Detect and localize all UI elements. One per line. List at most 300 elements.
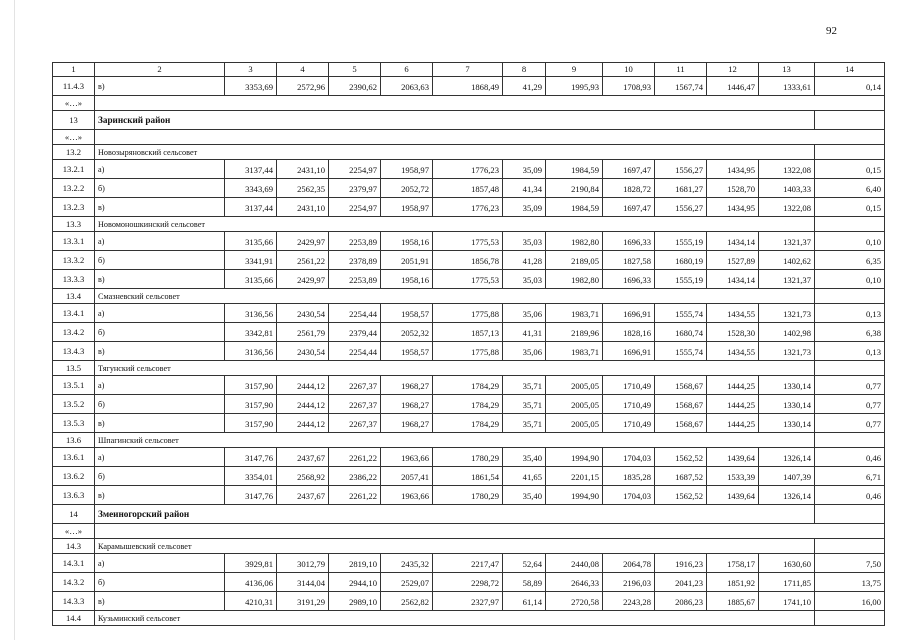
row-value: 1555,74 <box>655 304 707 323</box>
row-label: в) <box>95 414 225 433</box>
row-value: 1330,14 <box>759 414 815 433</box>
table-row <box>53 414 885 433</box>
row-code: 13.3.2 <box>53 251 95 270</box>
row-value: 3157,90 <box>225 376 277 395</box>
row-value: 2005,05 <box>546 414 603 433</box>
council-name: Шпагинский сельсовет <box>95 433 815 448</box>
row-value: 1696,33 <box>603 270 655 289</box>
row-value: 1444,25 <box>707 376 759 395</box>
row-label: а) <box>95 304 225 323</box>
row-value: 0,46 <box>815 448 885 467</box>
row-value: 2051,91 <box>381 251 433 270</box>
row-label: б) <box>95 323 225 342</box>
table-row <box>53 592 885 611</box>
row-value: 1968,27 <box>381 376 433 395</box>
row-value: 2529,07 <box>381 573 433 592</box>
row-value: 2440,08 <box>546 554 603 573</box>
column-header: 7 <box>433 63 503 77</box>
row-code: 13.6.2 <box>53 467 95 486</box>
district-row <box>53 111 885 130</box>
council-fill <box>815 611 885 626</box>
row-code: 13.2.3 <box>53 198 95 217</box>
ellipsis-text: «…» <box>53 524 95 539</box>
row-value: 2064,78 <box>603 554 655 573</box>
table-body <box>53 63 885 626</box>
row-value: 1856,78 <box>433 251 503 270</box>
row-value: 1434,14 <box>707 232 759 251</box>
row-value: 1326,14 <box>759 448 815 467</box>
row-value: 1568,67 <box>655 414 707 433</box>
row-value: 2243,28 <box>603 592 655 611</box>
row-value: 1827,58 <box>603 251 655 270</box>
row-value: 2298,72 <box>433 573 503 592</box>
row-label: б) <box>95 573 225 592</box>
column-header: 5 <box>329 63 381 77</box>
row-value: 3136,56 <box>225 342 277 361</box>
row-value: 1775,53 <box>433 270 503 289</box>
council-name: Смазневский сельсовет <box>95 289 815 304</box>
row-value: 35,06 <box>503 304 546 323</box>
row-value: 35,71 <box>503 414 546 433</box>
row-value: 1885,67 <box>707 592 759 611</box>
row-code: 13.2.2 <box>53 179 95 198</box>
ellipsis-text: «…» <box>53 96 95 111</box>
row-value: 1984,59 <box>546 198 603 217</box>
row-value: 2254,97 <box>329 198 381 217</box>
row-value: 1528,30 <box>707 323 759 342</box>
row-value: 1828,16 <box>603 323 655 342</box>
row-value: 2052,32 <box>381 323 433 342</box>
column-header: 2 <box>95 63 225 77</box>
district-code: 13 <box>53 111 95 130</box>
row-value: 2437,67 <box>277 448 329 467</box>
row-label: б) <box>95 467 225 486</box>
council-fill <box>815 145 885 160</box>
column-header: 6 <box>381 63 433 77</box>
row-value: 2253,89 <box>329 232 381 251</box>
row-value: 1555,19 <box>655 232 707 251</box>
row-value: 3343,69 <box>225 179 277 198</box>
council-code: 13.4 <box>53 289 95 304</box>
column-header: 10 <box>603 63 655 77</box>
row-value: 1704,03 <box>603 448 655 467</box>
row-value: 1958,16 <box>381 232 433 251</box>
row-label: в) <box>95 486 225 505</box>
row-value: 2568,92 <box>277 467 329 486</box>
row-value: 1402,98 <box>759 323 815 342</box>
row-value: 16,00 <box>815 592 885 611</box>
row-label: б) <box>95 251 225 270</box>
row-value: 1697,47 <box>603 198 655 217</box>
page-number: 92 <box>826 25 837 37</box>
row-value: 1758,17 <box>707 554 759 573</box>
table-row <box>53 573 885 592</box>
table-row <box>53 323 885 342</box>
row-value: 7,50 <box>815 554 885 573</box>
row-value: 2378,89 <box>329 251 381 270</box>
council-fill <box>815 289 885 304</box>
row-code: 13.3.1 <box>53 232 95 251</box>
row-value: 2267,37 <box>329 395 381 414</box>
table-row <box>53 198 885 217</box>
column-header: 4 <box>277 63 329 77</box>
row-label: в) <box>95 77 225 96</box>
row-code: 13.5.1 <box>53 376 95 395</box>
row-value: 1439,64 <box>707 448 759 467</box>
row-value: 1555,19 <box>655 270 707 289</box>
row-value: 1562,52 <box>655 486 707 505</box>
row-value: 1710,49 <box>603 414 655 433</box>
row-value: 1680,19 <box>655 251 707 270</box>
row-label: а) <box>95 448 225 467</box>
row-value: 4210,31 <box>225 592 277 611</box>
table-row <box>53 448 885 467</box>
row-value: 1958,16 <box>381 270 433 289</box>
row-value: 1322,08 <box>759 160 815 179</box>
row-value: 35,09 <box>503 160 546 179</box>
row-value: 2562,35 <box>277 179 329 198</box>
row-value: 2254,44 <box>329 304 381 323</box>
row-value: 4136,06 <box>225 573 277 592</box>
row-value: 3135,66 <box>225 232 277 251</box>
ellipsis-row <box>53 524 885 539</box>
row-value: 1630,60 <box>759 554 815 573</box>
district-fill <box>815 505 885 524</box>
row-value: 1968,27 <box>381 395 433 414</box>
row-value: 0,10 <box>815 232 885 251</box>
column-header: 13 <box>759 63 815 77</box>
row-value: 2819,10 <box>329 554 381 573</box>
row-value: 41,34 <box>503 179 546 198</box>
council-name: Новозыряновский сельсовет <box>95 145 815 160</box>
row-value: 1568,67 <box>655 395 707 414</box>
row-value: 2444,12 <box>277 414 329 433</box>
row-value: 0,15 <box>815 160 885 179</box>
row-value: 1984,59 <box>546 160 603 179</box>
row-value: 1828,72 <box>603 179 655 198</box>
row-value: 1434,55 <box>707 304 759 323</box>
header-row <box>53 63 885 77</box>
column-header: 3 <box>225 63 277 77</box>
row-value: 1446,47 <box>707 77 759 96</box>
row-value: 2437,67 <box>277 486 329 505</box>
row-value: 3136,56 <box>225 304 277 323</box>
row-value: 1710,49 <box>603 395 655 414</box>
row-value: 1780,29 <box>433 486 503 505</box>
column-header: 14 <box>815 63 885 77</box>
row-value: 1861,54 <box>433 467 503 486</box>
row-code: 13.4.1 <box>53 304 95 323</box>
row-value: 1983,71 <box>546 304 603 323</box>
row-value: 2386,22 <box>329 467 381 486</box>
row-value: 2435,32 <box>381 554 433 573</box>
row-value: 2261,22 <box>329 448 381 467</box>
row-value: 2267,37 <box>329 376 381 395</box>
council-code: 14.4 <box>53 611 95 626</box>
row-value: 35,03 <box>503 232 546 251</box>
row-value: 1963,66 <box>381 486 433 505</box>
row-value: 3157,90 <box>225 414 277 433</box>
row-value: 2005,05 <box>546 395 603 414</box>
row-value: 0,14 <box>815 77 885 96</box>
row-value: 2253,89 <box>329 270 381 289</box>
council-code: 13.2 <box>53 145 95 160</box>
row-value: 2429,97 <box>277 270 329 289</box>
row-value: 1994,90 <box>546 448 603 467</box>
row-value: 1326,14 <box>759 486 815 505</box>
row-code: 14.3.2 <box>53 573 95 592</box>
row-value: 1562,52 <box>655 448 707 467</box>
district-row <box>53 505 885 524</box>
row-value: 2190,84 <box>546 179 603 198</box>
council-code: 14.3 <box>53 539 95 554</box>
council-name: Кузьминский сельсовет <box>95 611 815 626</box>
row-value: 3135,66 <box>225 270 277 289</box>
row-value: 1444,25 <box>707 414 759 433</box>
row-value: 1780,29 <box>433 448 503 467</box>
row-value: 1784,29 <box>433 376 503 395</box>
row-value: 1741,10 <box>759 592 815 611</box>
row-label: а) <box>95 376 225 395</box>
row-value: 2005,05 <box>546 376 603 395</box>
row-value: 2430,54 <box>277 304 329 323</box>
row-value: 1708,93 <box>603 77 655 96</box>
row-value: 2944,10 <box>329 573 381 592</box>
district-code: 14 <box>53 505 95 524</box>
council-row <box>53 217 885 232</box>
row-value: 0,77 <box>815 414 885 433</box>
council-row <box>53 433 885 448</box>
row-value: 2646,33 <box>546 573 603 592</box>
row-value: 1994,90 <box>546 486 603 505</box>
row-label: в) <box>95 198 225 217</box>
row-value: 1835,28 <box>603 467 655 486</box>
row-value: 2444,12 <box>277 395 329 414</box>
row-value: 1321,37 <box>759 270 815 289</box>
row-value: 1916,23 <box>655 554 707 573</box>
row-value: 1982,80 <box>546 270 603 289</box>
district-name: Змеиногорский район <box>95 505 815 524</box>
row-value: 1776,23 <box>433 160 503 179</box>
table-row <box>53 232 885 251</box>
row-value: 1322,08 <box>759 198 815 217</box>
row-label: а) <box>95 232 225 251</box>
row-value: 1681,27 <box>655 179 707 198</box>
row-value: 1321,73 <box>759 304 815 323</box>
ellipsis-fill <box>95 524 885 539</box>
row-value: 1775,88 <box>433 304 503 323</box>
row-value: 6,35 <box>815 251 885 270</box>
row-value: 1958,97 <box>381 160 433 179</box>
row-value: 2561,22 <box>277 251 329 270</box>
row-value: 3137,44 <box>225 160 277 179</box>
row-value: 2254,44 <box>329 342 381 361</box>
ellipsis-fill <box>95 130 885 145</box>
row-value: 2327,97 <box>433 592 503 611</box>
council-row <box>53 145 885 160</box>
row-value: 1963,66 <box>381 448 433 467</box>
row-value: 1696,91 <box>603 304 655 323</box>
ellipsis-text: «…» <box>53 130 95 145</box>
table-row <box>53 179 885 198</box>
table-row <box>53 251 885 270</box>
table-row <box>53 77 885 96</box>
row-value: 1868,49 <box>433 77 503 96</box>
row-value: 3147,76 <box>225 486 277 505</box>
row-value: 58,89 <box>503 573 546 592</box>
row-value: 1995,93 <box>546 77 603 96</box>
row-value: 3147,76 <box>225 448 277 467</box>
table-row <box>53 395 885 414</box>
council-fill <box>815 217 885 232</box>
row-value: 2430,54 <box>277 342 329 361</box>
row-value: 1439,64 <box>707 486 759 505</box>
table-row <box>53 486 885 505</box>
row-code: 13.6.1 <box>53 448 95 467</box>
ellipsis-row <box>53 96 885 111</box>
row-value: 1434,55 <box>707 342 759 361</box>
council-name: Карамышевский сельсовет <box>95 539 815 554</box>
row-value: 1330,14 <box>759 376 815 395</box>
council-fill <box>815 539 885 554</box>
row-value: 1697,47 <box>603 160 655 179</box>
row-value: 35,03 <box>503 270 546 289</box>
row-value: 2379,44 <box>329 323 381 342</box>
row-code: 13.5.2 <box>53 395 95 414</box>
row-value: 0,15 <box>815 198 885 217</box>
row-value: 1434,95 <box>707 198 759 217</box>
row-value: 2561,79 <box>277 323 329 342</box>
row-value: 1958,97 <box>381 198 433 217</box>
row-value: 3353,69 <box>225 77 277 96</box>
row-value: 2189,96 <box>546 323 603 342</box>
row-value: 1857,13 <box>433 323 503 342</box>
row-value: 2201,15 <box>546 467 603 486</box>
row-code: 13.4.3 <box>53 342 95 361</box>
table-row <box>53 342 885 361</box>
row-label: в) <box>95 342 225 361</box>
row-code: 13.4.2 <box>53 323 95 342</box>
table-row <box>53 467 885 486</box>
tariff-table <box>52 62 885 626</box>
council-fill <box>815 433 885 448</box>
row-value: 1696,33 <box>603 232 655 251</box>
row-code: 13.3.3 <box>53 270 95 289</box>
row-value: 1968,27 <box>381 414 433 433</box>
district-fill <box>815 111 885 130</box>
row-value: 1403,33 <box>759 179 815 198</box>
row-value: 3191,29 <box>277 592 329 611</box>
row-value: 1528,70 <box>707 179 759 198</box>
row-value: 1710,49 <box>603 376 655 395</box>
row-code: 14.3.1 <box>53 554 95 573</box>
council-name: Тягунский сельсовет <box>95 361 815 376</box>
row-value: 35,40 <box>503 486 546 505</box>
page-left-edge <box>14 0 15 640</box>
row-value: 52,64 <box>503 554 546 573</box>
row-value: 2390,62 <box>329 77 381 96</box>
row-label: б) <box>95 395 225 414</box>
row-label: в) <box>95 592 225 611</box>
row-value: 13,75 <box>815 573 885 592</box>
row-value: 2267,37 <box>329 414 381 433</box>
row-value: 1333,61 <box>759 77 815 96</box>
row-value: 2562,82 <box>381 592 433 611</box>
row-value: 41,29 <box>503 77 546 96</box>
row-value: 0,13 <box>815 342 885 361</box>
district-name: Заринский район <box>95 111 815 130</box>
row-value: 1527,89 <box>707 251 759 270</box>
column-header: 9 <box>546 63 603 77</box>
row-value: 35,40 <box>503 448 546 467</box>
row-value: 35,71 <box>503 376 546 395</box>
row-value: 35,06 <box>503 342 546 361</box>
row-value: 1407,39 <box>759 467 815 486</box>
row-value: 1434,95 <box>707 160 759 179</box>
council-row <box>53 289 885 304</box>
column-header: 11 <box>655 63 707 77</box>
row-value: 2041,23 <box>655 573 707 592</box>
row-value: 1680,74 <box>655 323 707 342</box>
council-code: 13.5 <box>53 361 95 376</box>
row-value: 0,77 <box>815 395 885 414</box>
row-value: 1556,27 <box>655 198 707 217</box>
row-code: 13.2.1 <box>53 160 95 179</box>
row-value: 2086,23 <box>655 592 707 611</box>
table-row <box>53 554 885 573</box>
row-value: 6,38 <box>815 323 885 342</box>
row-value: 1784,29 <box>433 414 503 433</box>
row-value: 1555,74 <box>655 342 707 361</box>
row-value: 1434,14 <box>707 270 759 289</box>
row-value: 35,71 <box>503 395 546 414</box>
council-fill <box>815 361 885 376</box>
table-row <box>53 160 885 179</box>
row-value: 1857,48 <box>433 179 503 198</box>
row-value: 1330,14 <box>759 395 815 414</box>
row-value: 2431,10 <box>277 198 329 217</box>
council-row <box>53 611 885 626</box>
row-code: 13.6.3 <box>53 486 95 505</box>
row-value: 2379,97 <box>329 179 381 198</box>
council-row <box>53 361 885 376</box>
row-value: 3137,44 <box>225 198 277 217</box>
row-value: 1704,03 <box>603 486 655 505</box>
row-value: 0,13 <box>815 304 885 323</box>
row-value: 0,77 <box>815 376 885 395</box>
row-label: в) <box>95 270 225 289</box>
row-value: 2261,22 <box>329 486 381 505</box>
council-name: Новомоношкинский сельсовет <box>95 217 815 232</box>
row-label: а) <box>95 554 225 573</box>
row-value: 1321,73 <box>759 342 815 361</box>
row-value: 1533,39 <box>707 467 759 486</box>
row-value: 0,46 <box>815 486 885 505</box>
row-value: 3144,04 <box>277 573 329 592</box>
row-value: 2196,03 <box>603 573 655 592</box>
row-value: 41,65 <box>503 467 546 486</box>
table-row <box>53 270 885 289</box>
row-value: 0,10 <box>815 270 885 289</box>
row-value: 1784,29 <box>433 395 503 414</box>
ellipsis-row <box>53 130 885 145</box>
row-value: 1402,62 <box>759 251 815 270</box>
row-value: 35,09 <box>503 198 546 217</box>
row-value: 1567,74 <box>655 77 707 96</box>
row-value: 1321,37 <box>759 232 815 251</box>
row-code: 11.4.3 <box>53 77 95 96</box>
row-value: 2217,47 <box>433 554 503 573</box>
